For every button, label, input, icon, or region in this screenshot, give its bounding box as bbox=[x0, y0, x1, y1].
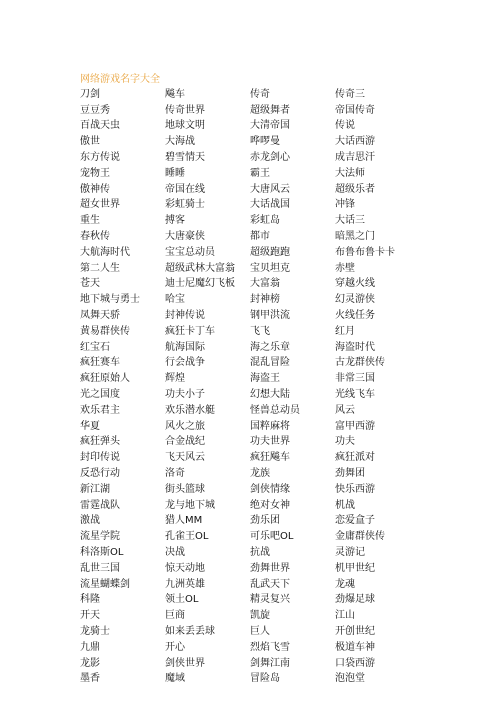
table-row bbox=[80, 87, 420, 103]
table-cell: 幻灵游侠 bbox=[335, 294, 375, 306]
table-cell: 冒险岛 bbox=[250, 673, 280, 685]
table-cell: 街头篮球 bbox=[165, 483, 205, 495]
table-cell: 大海战 bbox=[165, 136, 195, 148]
table-cell: 东方传说 bbox=[80, 152, 120, 164]
table-cell: 决战 bbox=[165, 547, 185, 558]
table-cell: 地球文明 bbox=[165, 120, 205, 132]
table-cell: 墨香 bbox=[80, 673, 100, 685]
table-cell: 超级武林大富翁 bbox=[165, 262, 235, 274]
table-cell: 彩虹岛 bbox=[250, 215, 280, 227]
table-row bbox=[80, 482, 420, 498]
table-cell: 火线任务 bbox=[335, 310, 375, 322]
table-cell: 帝国传奇 bbox=[335, 104, 375, 116]
table-cell: 洛奇 bbox=[165, 468, 185, 480]
table-cell: 如来丢丢球 bbox=[165, 625, 215, 637]
table-cell: 九鼎 bbox=[80, 641, 100, 653]
table-cell: 怪兽总动员 bbox=[250, 404, 300, 416]
table-cell: 帝国在线 bbox=[165, 183, 205, 195]
table-cell: 金庸群侠传 bbox=[335, 531, 385, 543]
table-cell: 封神传说 bbox=[165, 310, 205, 322]
table-row bbox=[80, 292, 420, 308]
table-cell: 海之乐章 bbox=[250, 341, 290, 353]
table-row bbox=[80, 529, 420, 545]
table-cell: 疯狂飚车 bbox=[250, 452, 290, 464]
table-cell: 超级乐者 bbox=[335, 183, 375, 195]
table-cell: 光线飞车 bbox=[335, 389, 375, 401]
table-cell: 流星蝴蝶剑 bbox=[80, 578, 130, 590]
table-cell: 绝对女神 bbox=[250, 499, 290, 511]
table-cell: 风云 bbox=[335, 404, 355, 416]
table-cell: 抗战 bbox=[250, 547, 270, 558]
table-row bbox=[80, 371, 420, 387]
table-cell: 大话西游 bbox=[335, 136, 375, 148]
table-cell: 国粹麻将 bbox=[250, 420, 290, 432]
table-cell: 霸王 bbox=[250, 167, 270, 179]
table-row bbox=[80, 671, 420, 687]
table-row bbox=[80, 419, 420, 435]
table-cell: 龙影 bbox=[80, 657, 100, 669]
table-cell: 黄易群侠传 bbox=[80, 325, 130, 337]
table-row bbox=[80, 640, 420, 656]
table-cell: 迪士尼魔幻飞板 bbox=[165, 278, 235, 290]
table-cell: 雷霆战队 bbox=[80, 499, 120, 511]
table-cell: 剑侠情缘 bbox=[250, 483, 290, 495]
table-cell: 都市 bbox=[250, 231, 270, 243]
table-cell: 孔雀王OL bbox=[165, 531, 209, 543]
document-title: 网络游戏名字大全 bbox=[80, 74, 160, 85]
table-cell: 剑舞江南 bbox=[250, 657, 290, 669]
table-cell: 传奇三 bbox=[335, 88, 365, 100]
table-cell: 开心 bbox=[165, 641, 185, 653]
table-cell: 刀剑 bbox=[80, 88, 100, 100]
table-cell: 古龙群侠传 bbox=[335, 357, 385, 369]
table-cell: 宝宝总动员 bbox=[165, 246, 215, 258]
table-cell: 大话战国 bbox=[250, 199, 290, 211]
table-cell: 乱武天下 bbox=[250, 578, 290, 590]
table-row bbox=[80, 624, 420, 640]
table-cell: 碧雪情天 bbox=[165, 152, 205, 164]
table-cell: 剑侠世界 bbox=[165, 657, 205, 669]
table-cell: 大航海时代 bbox=[80, 246, 130, 258]
table-cell: 魔域 bbox=[165, 673, 185, 685]
table-cell: 机战 bbox=[335, 499, 355, 511]
table-row bbox=[80, 150, 420, 166]
table-row bbox=[80, 577, 420, 593]
table-row bbox=[80, 656, 420, 672]
table-cell: 功夫世界 bbox=[250, 436, 290, 448]
game-name-table bbox=[80, 87, 420, 687]
table-cell: 布鲁布鲁卡卡 bbox=[335, 246, 395, 258]
table-cell: 大唐风云 bbox=[250, 183, 290, 195]
table-cell: 功夫 bbox=[335, 436, 355, 448]
table-cell: 领土OL bbox=[165, 594, 199, 606]
table-cell: 暗黑之门 bbox=[335, 231, 375, 243]
table-row bbox=[80, 608, 420, 624]
table-cell: 封神榜 bbox=[250, 294, 280, 306]
table-row bbox=[80, 324, 420, 340]
table-cell: 富甲西游 bbox=[335, 420, 375, 432]
table-cell: 烈焰飞雪 bbox=[250, 641, 290, 653]
table-cell: 巨人 bbox=[250, 625, 270, 637]
table-cell: 疯狂卡丁车 bbox=[165, 325, 215, 337]
table-cell: 泡泡堂 bbox=[335, 673, 365, 685]
table-cell: 劲舞世界 bbox=[250, 562, 290, 574]
table-cell: 红月 bbox=[335, 325, 355, 337]
table-cell: 传说 bbox=[335, 120, 355, 132]
table-cell: 地下城与勇士 bbox=[80, 294, 140, 306]
table-cell: 可乐吧OL bbox=[250, 531, 294, 543]
table-cell: 赤壁 bbox=[335, 262, 355, 274]
table-cell: 宠物王 bbox=[80, 167, 110, 179]
table-cell: 穿越火线 bbox=[335, 278, 375, 290]
table-cell: 龙与地下城 bbox=[165, 499, 215, 511]
table-row bbox=[80, 245, 420, 261]
table-cell: 功夫小子 bbox=[165, 389, 205, 401]
table-cell: 行会战争 bbox=[165, 357, 205, 369]
table-cell: 百战天虫 bbox=[80, 120, 120, 132]
table-cell: 幻想大陆 bbox=[250, 389, 290, 401]
table-cell: 龙骑士 bbox=[80, 625, 110, 637]
table-row bbox=[80, 340, 420, 356]
table-cell: 劲舞团 bbox=[335, 468, 365, 480]
table-cell: 欢乐君主 bbox=[80, 404, 120, 416]
table-cell: 合金战纪 bbox=[165, 436, 205, 448]
table-row bbox=[80, 308, 420, 324]
table-row bbox=[80, 387, 420, 403]
table-row bbox=[80, 593, 420, 609]
table-cell: 凯旋 bbox=[250, 610, 270, 622]
table-cell: 超级舞者 bbox=[250, 104, 290, 116]
table-cell: 开创世纪 bbox=[335, 625, 375, 637]
table-cell: 辉煌 bbox=[165, 373, 185, 385]
table-row bbox=[80, 103, 420, 119]
table-cell: 搏客 bbox=[165, 215, 185, 227]
table-row bbox=[80, 435, 420, 451]
table-cell: 乱世三国 bbox=[80, 562, 120, 574]
table-row bbox=[80, 545, 420, 561]
table-cell: 大富翁 bbox=[250, 278, 280, 290]
table-cell: 劲乐团 bbox=[250, 515, 280, 527]
table-cell: 反恐行动 bbox=[80, 468, 120, 480]
table-cell: 口袋西游 bbox=[335, 657, 375, 669]
table-cell: 华夏 bbox=[80, 420, 100, 432]
table-cell: 冲锋 bbox=[335, 199, 355, 211]
table-cell: 龙魂 bbox=[335, 578, 355, 590]
table-cell: 彩虹骑士 bbox=[165, 199, 205, 211]
table-cell: 哈宝 bbox=[165, 294, 185, 306]
table-cell: 龙族 bbox=[250, 468, 270, 480]
table-cell: 大唐豪侠 bbox=[165, 231, 205, 243]
table-cell: 惊天动地 bbox=[165, 562, 205, 574]
table-cell: 大清帝国 bbox=[250, 120, 290, 132]
table-cell: 傲世 bbox=[80, 136, 100, 148]
table-cell: 傲神传 bbox=[80, 183, 110, 195]
table-row bbox=[80, 403, 420, 419]
table-cell: 重生 bbox=[80, 215, 100, 227]
table-row bbox=[80, 213, 420, 229]
table-cell: 灵游记 bbox=[335, 547, 365, 558]
table-cell: 猎人MM bbox=[165, 515, 203, 527]
table-cell: 科隆 bbox=[80, 594, 100, 606]
table-row bbox=[80, 229, 420, 245]
table-row bbox=[80, 134, 420, 150]
table-row bbox=[80, 119, 420, 135]
table-cell: 混乱冒险 bbox=[250, 357, 290, 369]
table-cell: 第二人生 bbox=[80, 262, 120, 274]
table-cell: 江山 bbox=[335, 610, 355, 622]
table-cell: 疯狂原始人 bbox=[80, 373, 130, 385]
table-row bbox=[80, 498, 420, 514]
table-row bbox=[80, 514, 420, 530]
table-cell: 钢甲洪流 bbox=[250, 310, 290, 322]
table-cell: 科洛斯OL bbox=[80, 547, 124, 558]
table-cell: 红宝石 bbox=[80, 341, 110, 353]
table-cell: 疯狂派对 bbox=[335, 452, 375, 464]
table-cell: 疯狂赛车 bbox=[80, 357, 120, 369]
table-cell: 开天 bbox=[80, 610, 100, 622]
table-cell: 航海国际 bbox=[165, 341, 205, 353]
table-cell: 风火之旅 bbox=[165, 420, 205, 432]
table-cell: 赤龙剑心 bbox=[250, 152, 290, 164]
table-cell: 大法师 bbox=[335, 167, 365, 179]
table-cell: 光之国度 bbox=[80, 389, 120, 401]
table-cell: 极道车神 bbox=[335, 641, 375, 653]
table-cell: 睡睡 bbox=[165, 167, 185, 179]
table-cell: 巨商 bbox=[165, 610, 185, 622]
table-cell: 超女世界 bbox=[80, 199, 120, 211]
table-cell: 非常三国 bbox=[335, 373, 375, 385]
table-row bbox=[80, 166, 420, 182]
table-cell: 欢乐潜水艇 bbox=[165, 404, 215, 416]
table-cell: 海盗时代 bbox=[335, 341, 375, 353]
table-cell: 成吉思汗 bbox=[335, 152, 375, 164]
table-cell: 春秋传 bbox=[80, 231, 110, 243]
table-cell: 恋爱盒子 bbox=[335, 515, 375, 527]
table-cell: 飞天风云 bbox=[165, 452, 205, 464]
table-cell: 疯狂弹头 bbox=[80, 436, 120, 448]
table-cell: 大话三 bbox=[335, 215, 365, 227]
table-cell: 豆豆秀 bbox=[80, 104, 110, 116]
table-cell: 宝贝坦克 bbox=[250, 262, 290, 274]
table-cell: 九洲英雄 bbox=[165, 578, 205, 590]
table-cell: 传奇世界 bbox=[165, 104, 205, 116]
table-cell: 海盗王 bbox=[250, 373, 280, 385]
table-row bbox=[80, 466, 420, 482]
table-cell: 飚车 bbox=[165, 88, 185, 100]
table-cell: 精灵复兴 bbox=[250, 594, 290, 606]
table-cell: 劲爆足球 bbox=[335, 594, 375, 606]
table-cell: 激战 bbox=[80, 515, 100, 527]
table-cell: 快乐西游 bbox=[335, 483, 375, 495]
table-cell: 超级跑跑 bbox=[250, 246, 290, 258]
table-row bbox=[80, 450, 420, 466]
table-row bbox=[80, 561, 420, 577]
table-row bbox=[80, 198, 420, 214]
table-cell: 飞飞 bbox=[250, 325, 270, 337]
table-cell: 凤舞天骄 bbox=[80, 310, 120, 322]
table-row bbox=[80, 356, 420, 372]
table-row bbox=[80, 277, 420, 293]
table-cell: 苍天 bbox=[80, 278, 100, 290]
table-cell: 传奇 bbox=[250, 88, 270, 100]
table-cell: 机甲世纪 bbox=[335, 562, 375, 574]
table-cell: 封印传说 bbox=[80, 452, 120, 464]
table-row bbox=[80, 182, 420, 198]
table-cell: 新江湖 bbox=[80, 483, 110, 495]
table-row bbox=[80, 261, 420, 277]
table-cell: 流星学院 bbox=[80, 531, 120, 543]
table-cell: 哗啰曼 bbox=[250, 136, 280, 148]
